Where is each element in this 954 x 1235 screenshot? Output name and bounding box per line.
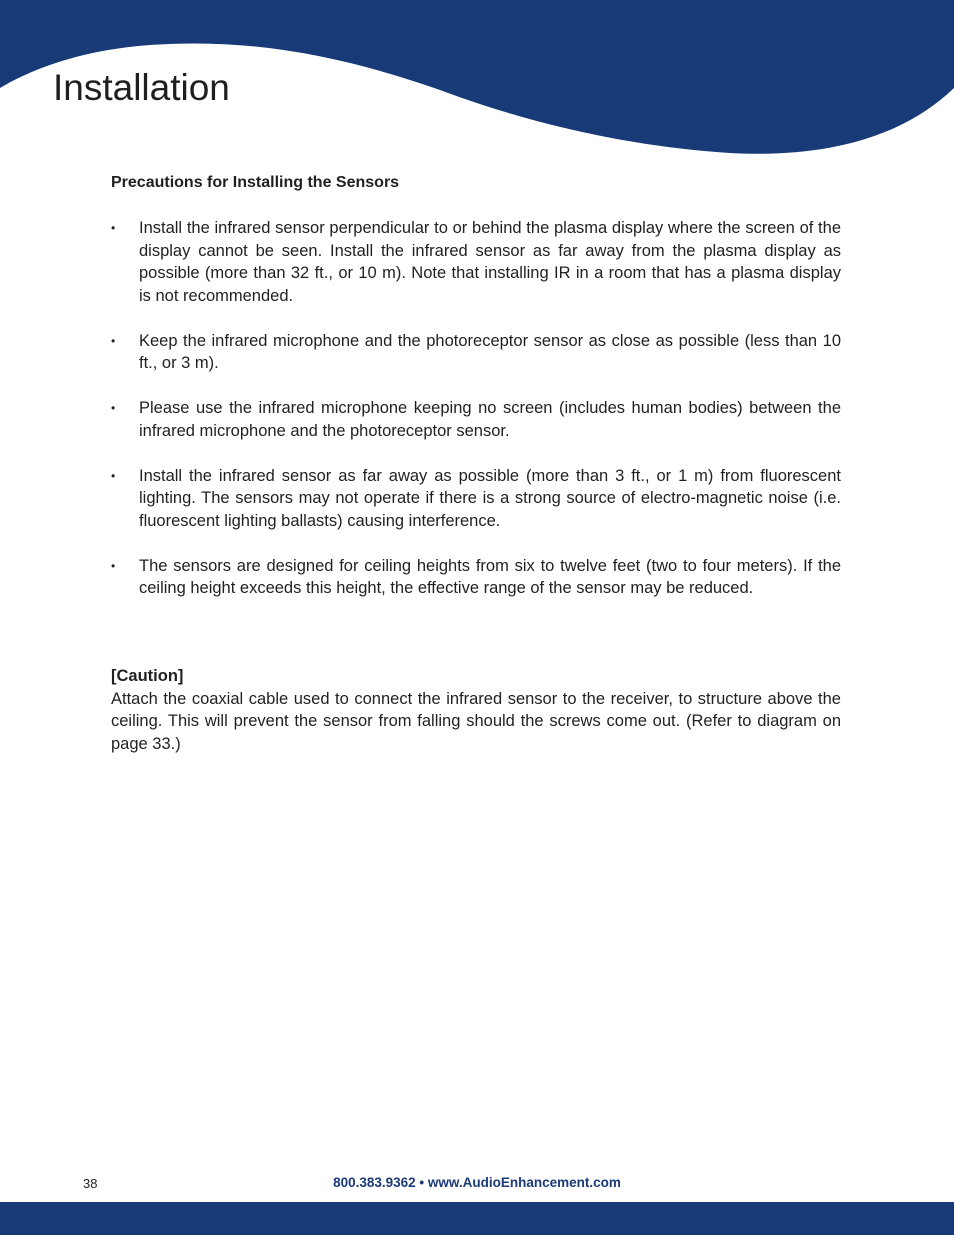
- page-title: Installation: [53, 67, 230, 108]
- caution-body: Attach the coaxial cable used to connect the infrared sensor to the receiver, to structure above the ceiling. This will prevent the sensor from falling should the screws come out. (Refer to diagram on page 33.): [111, 689, 841, 753]
- section-heading: Precautions for Installing the Sensors: [111, 174, 400, 191]
- list-item: • Keep the infrared microphone and the photoreceptor sensor as close as possible (less than 10 ft., or 3 m).: [111, 330, 841, 375]
- list-item: • Install the infrared sensor as far away as possible (more than 3 ft., or 1 m) from fluorescent lighting. The sensors may not operate if there is a strong source of electro-magnetic noise (i.e. fluorescent lighting ballasts) causing interference.: [111, 465, 841, 533]
- caution-section: [111, 665, 841, 755]
- precautions-section: [111, 172, 841, 622]
- caution-heading: [Caution]: [111, 667, 184, 685]
- page-number: 38: [83, 1176, 98, 1191]
- list-item: • Install the infrared sensor perpendicular to or behind the plasma display where the screen of the display cannot be seen. Install the infrared sensor as far away from the plasma display as possible (more than 32 ft., or 10 m). Note that installing IR in a room that has a plasma display is not recommended.: [111, 217, 841, 307]
- footer-contact: 800.383.9362 • www.AudioEnhancement.com: [333, 1175, 621, 1190]
- footer-bar: [0, 1202, 954, 1235]
- list-item: • Please use the infrared microphone keeping no screen (includes human bodies) between the infrared microphone and the photoreceptor sensor.: [111, 397, 841, 442]
- list-item: • The sensors are designed for ceiling heights from six to twelve feet (two to four meters). If the ceiling height exceeds this height, the effective range of the sensor may be reduced.: [111, 555, 841, 600]
- precautions-list: [111, 217, 841, 600]
